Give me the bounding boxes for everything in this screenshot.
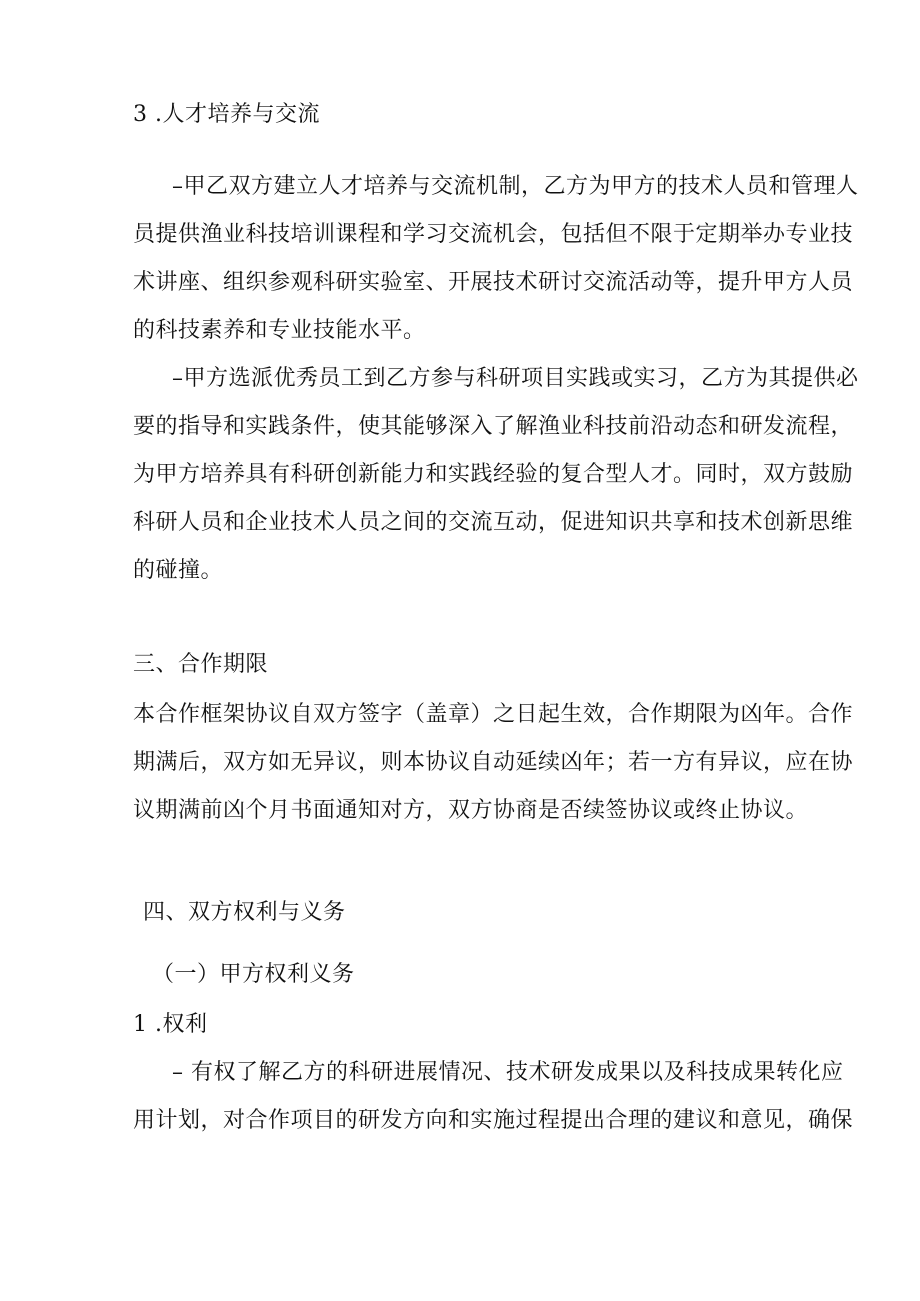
paragraph-line: 的碰撞。 bbox=[133, 558, 224, 583]
paragraph-line: 用计划，对合作项目的研发方向和实施过程提出合理的建议和意见，确保 bbox=[133, 1108, 854, 1133]
section-heading-term: 三、合作期限 bbox=[133, 652, 269, 677]
section-heading-rights: 四、双方权利与义务 bbox=[143, 900, 346, 925]
paragraph-line: 要的指导和实践条件，使其能够深入了解渔业科技前沿动态和研发流程， bbox=[133, 414, 854, 439]
paragraph-line: 为甲方培养具有科研创新能力和实践经验的复合型人才。同时，双方鼓励 bbox=[133, 462, 854, 487]
paragraph-line: 期满后，双方如无异议，则本协议自动延续凶年；若一方有异议，应在协 bbox=[133, 750, 854, 775]
paragraph-line: 员提供渔业科技培训课程和学习交流机会，包括但不限于定期举办专业技 bbox=[133, 222, 854, 247]
paragraph-line: 的科技素养和专业技能水平。 bbox=[133, 318, 426, 343]
paragraph-line: –甲方选派优秀员工到乙方参与科研项目实践或实习，乙方为其提供必 bbox=[172, 366, 859, 391]
paragraph-line: 科研人员和企业技术人员之间的交流互动，促进知识共享和技术创新思维 bbox=[133, 510, 854, 535]
paragraph-line: –甲乙双方建立人才培养与交流机制，乙方为甲方的技术人员和管理人 bbox=[172, 174, 859, 199]
section-heading-talent: 3 .人才培养与交流 bbox=[133, 102, 320, 127]
sub-heading-party-a: （一）甲方权利义务 bbox=[152, 962, 355, 987]
paragraph-line: 议期满前凶个月书面通知对方，双方协商是否续签协议或终止协议。 bbox=[133, 798, 809, 823]
paragraph-line: 术讲座、组织参观科研实验室、开展技术研讨交流活动等，提升甲方人员 bbox=[133, 270, 854, 295]
paragraph-line: – 有权了解乙方的科研进展情况、技术研发成果以及科技成果转化应 bbox=[172, 1060, 844, 1085]
paragraph-line: 本合作框架协议自双方签字（盖章）之日起生效，合作期限为凶年。合作 bbox=[133, 702, 854, 727]
item-heading-rights: 1 .权利 bbox=[133, 1012, 208, 1037]
